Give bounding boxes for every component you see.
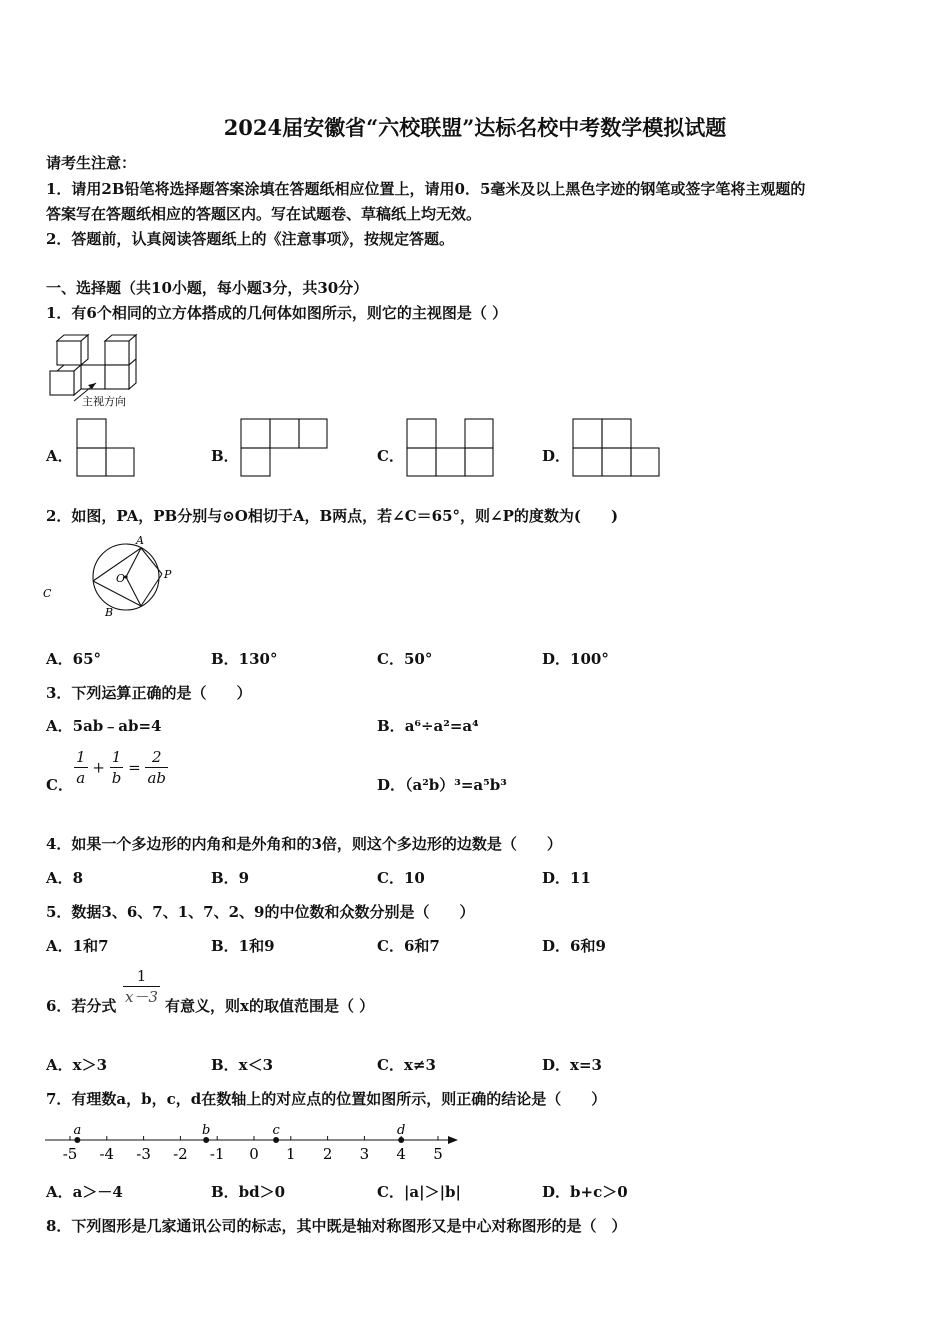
q1-option-d-figure (572, 418, 662, 478)
q3-frac-3-num: 2 (145, 747, 168, 768)
page-title: 2024届安徽省“六校联盟”达标名校中考数学模拟试题 (223, 115, 727, 140)
q3-frac-2-num: 1 (110, 747, 124, 768)
q1-option-c[interactable]: C． (377, 447, 404, 465)
q2-option-d[interactable]: D．100° (542, 650, 609, 668)
notice-item-1: 1．请用2B铅笔将选择题答案涂填在答题纸相应位置上，请用0．5毫米及以上黑色字迹的钢笔或签字笔将主观题的 (46, 180, 806, 198)
q3-option-d-prefix: D． (377, 776, 406, 794)
q7-tick-label: 3 (359, 1145, 370, 1163)
q7-stem: 7．有理数a，b，c，d在数轴上的对应点的位置如图所示，则正确的结论是（ ） (46, 1090, 607, 1108)
q3-frac-1-den: a (76, 769, 86, 787)
q2-label-b: B (105, 606, 114, 619)
notice-heading: 请考生注意： (46, 154, 137, 172)
q4-option-a[interactable]: A．8 (46, 869, 84, 887)
q8-stem: 8．下列图形是几家通讯公司的标志，其中既是轴对称图形又是中心对称图形的是（ ） (46, 1217, 627, 1235)
q7-tick-label: -2 (173, 1145, 188, 1163)
q7-option-c[interactable]: C．|a|＞|b| (377, 1183, 461, 1201)
q7-point-label-d: d (397, 1123, 406, 1138)
q2-stem: 2．如图，PA，PB分别与⊙O相切于A，B两点，若∠C＝65°，则∠P的度数为( ) (46, 507, 619, 525)
q3-option-d[interactable] (377, 774, 507, 795)
q7-number-line (40, 1112, 470, 1164)
q3-equals: = (128, 758, 141, 777)
q1-option-a-figure (76, 418, 136, 478)
q7-tick-label: -3 (136, 1145, 151, 1163)
q7-tick-label: 2 (322, 1145, 333, 1163)
q7-option-b[interactable]: B．bd＞0 (211, 1183, 286, 1201)
q5-option-a[interactable]: A．1和7 (46, 937, 109, 955)
q1-option-b-figure (240, 418, 330, 478)
q4-option-d[interactable]: D．11 (542, 869, 591, 887)
q3-plus: + (92, 758, 105, 777)
q7-option-d[interactable]: D．b+c＞0 (542, 1183, 628, 1201)
q6-option-d[interactable]: D．x=3 (542, 1056, 602, 1074)
q3-option-a[interactable]: A．5ab﹣ab=4 (46, 717, 162, 735)
q2-label-c: C (43, 587, 52, 600)
q7-point-label-a: a (73, 1123, 82, 1138)
q1-option-d[interactable]: D． (542, 447, 571, 465)
q6-frac-den: x－3 (125, 988, 159, 1006)
q5-option-c[interactable]: C．6和7 (377, 937, 440, 955)
q5-option-d[interactable]: D．6和9 (542, 937, 606, 955)
q7-tick-label: 0 (249, 1145, 259, 1163)
q7-tick-label: -5 (62, 1145, 78, 1163)
q6-prefix: 6．若分式 (46, 997, 117, 1015)
q6-option-b[interactable]: B．x＜3 (211, 1056, 274, 1074)
q1-option-c-figure (406, 418, 496, 478)
q3-option-b-prefix: B． (377, 717, 405, 735)
q6-suffix: 有意义，则x的取值范围是（ ） (165, 997, 375, 1015)
q3-frac-2 (110, 747, 124, 788)
q1-view-direction-label: 主视方向 (82, 395, 126, 408)
q3-option-c-prefix[interactable]: C． (46, 776, 73, 794)
q3-frac-3-den: ab (147, 769, 166, 787)
q6-option-c[interactable]: C．x≠3 (377, 1056, 436, 1074)
q1-option-a[interactable]: A． (46, 447, 73, 465)
q5-option-b[interactable]: B．1和9 (211, 937, 275, 955)
q2-circle-figure (40, 533, 180, 623)
q6-frac-num: 1 (123, 966, 160, 987)
q3-frac-3 (145, 747, 168, 788)
q7-point-label-c: c (272, 1123, 280, 1138)
q4-stem: 4．如果一个多边形的内角和是外角和的3倍，则这个多边形的边数是（ ） (46, 835, 562, 853)
q2-option-c[interactable]: C．50° (377, 650, 433, 668)
q3-option-c-expr (74, 747, 168, 788)
q7-point-label-b: b (201, 1123, 211, 1138)
q2-option-a[interactable]: A．65° (46, 650, 102, 668)
q7-tick-label: 4 (396, 1145, 406, 1163)
q6-fraction (123, 966, 160, 1007)
q3-frac-2-den: b (111, 769, 122, 787)
notice-item-1-cont: 答案写在答题纸相应的答题区内。写在试题卷、草稿纸上均无效。 (46, 205, 482, 223)
q3-option-d-expr: （a²b）³=a⁵b³ (405, 776, 507, 794)
q2-label-a: A (136, 534, 144, 547)
q2-label-o: O (116, 572, 126, 585)
q6-option-a[interactable]: A．x＞3 (46, 1056, 108, 1074)
q3-frac-1-num: 1 (76, 748, 86, 766)
q2-option-b[interactable]: B．130° (211, 650, 278, 668)
q5-stem: 5．数据3、6、7、1、7、2、9的中位数和众数分别是（ ） (46, 903, 475, 921)
q7-axis-arrow (448, 1136, 458, 1144)
notice-item-2: 2．答题前，认真阅读答题纸上的《注意事项》，按规定答题。 (46, 230, 454, 248)
q3-frac-1 (74, 747, 88, 788)
section-heading: 一、选择题（共10小题，每小题3分，共30分） (46, 279, 369, 297)
q7-tick-label: 1 (286, 1145, 296, 1163)
q3-stem: 3．下列运算正确的是（ ） (46, 684, 252, 702)
q7-tick-label: -4 (99, 1145, 115, 1163)
q3-option-b[interactable] (377, 715, 479, 736)
q4-option-c[interactable]: C．10 (377, 869, 425, 887)
q7-option-a[interactable]: A．a＞－4 (46, 1183, 123, 1201)
q3-option-b-expr: a⁶÷a²=a⁴ (404, 717, 479, 735)
q1-option-b[interactable]: B． (211, 447, 239, 465)
q2-label-p: P (164, 568, 172, 581)
q1-stem: 1．有6个相同的立方体搭成的几何体如图所示，则它的主视图是（ ） (46, 304, 508, 322)
q4-option-b[interactable]: B．9 (211, 869, 250, 887)
q7-tick-label: 5 (433, 1145, 443, 1163)
q7-tick-label: -1 (209, 1145, 225, 1163)
q1-solid-figure (44, 333, 144, 409)
